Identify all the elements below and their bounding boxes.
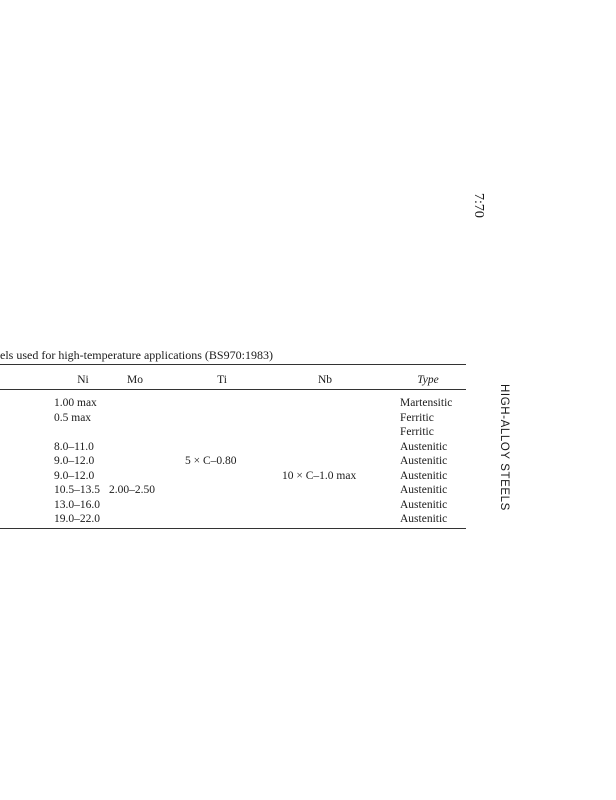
- cell-nb: 10 × C–1.0 max: [282, 469, 357, 482]
- cell-ni: 9.0–12.0: [54, 455, 95, 467]
- cell-ni: 1.00 max: [54, 397, 97, 409]
- column-header-mo: Mo: [127, 374, 143, 386]
- cell-ni: 0.5 max: [54, 411, 92, 424]
- cell-type: Ferritic: [400, 411, 434, 424]
- cell-ni: 19.0–22.0: [54, 513, 100, 525]
- cell-type: Austenitic: [400, 455, 448, 467]
- cell-type: Martensitic: [400, 397, 453, 409]
- cell-type: Austenitic: [400, 469, 448, 482]
- table-top-rule: [0, 364, 466, 365]
- column-header-type: Type: [417, 374, 439, 386]
- cell-ni: 8.0–11.0: [54, 440, 94, 453]
- cell-type: Austenitic: [400, 498, 448, 511]
- cell-mo: 2.00–2.50: [109, 484, 155, 496]
- cell-ni: 13.0–16.0: [54, 498, 100, 511]
- table-header-rule: [0, 389, 466, 390]
- cell-type: Ferritic: [400, 426, 434, 438]
- cell-type: Austenitic: [400, 440, 448, 453]
- cell-ni: 10.5–13.5: [54, 484, 100, 496]
- table-caption: els used for high-temperature applications (BS970:1983): [0, 348, 273, 362]
- cell-type: Austenitic: [400, 484, 448, 496]
- page-number: 7:70: [471, 193, 486, 218]
- table-bottom-rule: [0, 528, 466, 529]
- cell-type: Austenitic: [400, 513, 448, 525]
- column-header-ni: Ni: [77, 374, 89, 386]
- running-head: HIGH-ALLOY STEELS: [498, 384, 510, 511]
- column-header-ti: Ti: [217, 374, 227, 386]
- cell-ni: 9.0–12.0: [54, 469, 95, 482]
- cell-ti: 5 × C–0.80: [185, 455, 237, 467]
- column-header-nb: Nb: [317, 374, 333, 386]
